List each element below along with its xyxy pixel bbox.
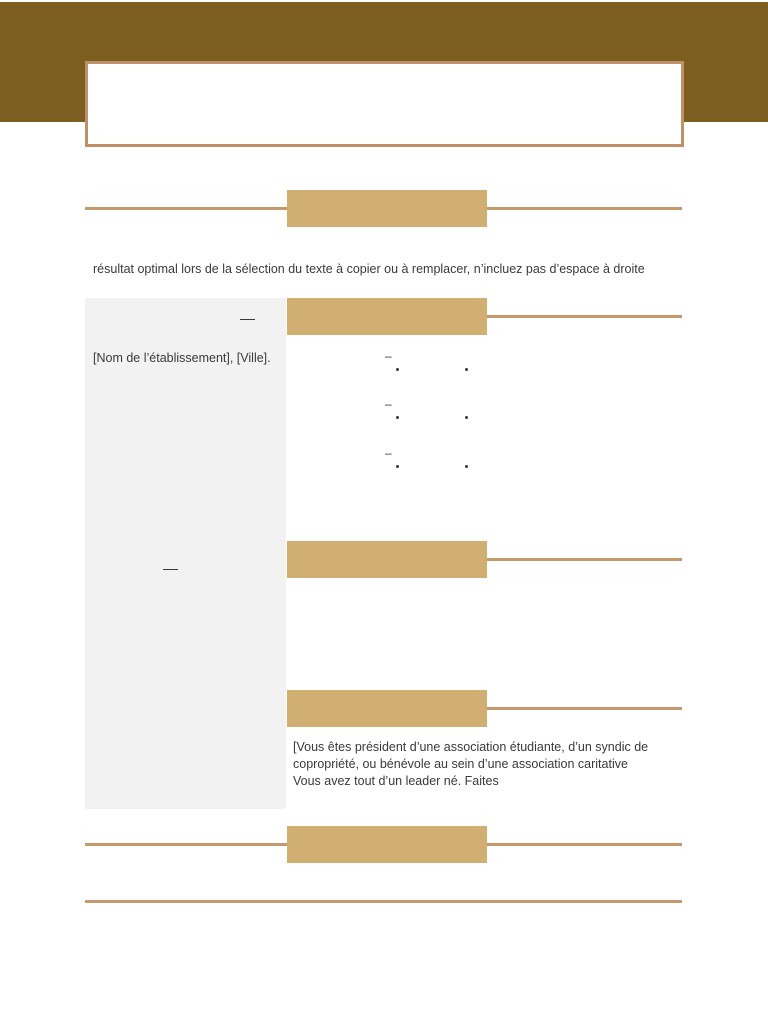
leadership-line-1: [Vous êtes président d’une association étudiante, d’un syndic de (293, 740, 649, 754)
sidebar-underline (240, 319, 255, 320)
intro-text: résultat optimal lors de la sélection du texte à copier ou à remplacer, n’incluez pas d’espace à droite (93, 262, 645, 276)
experience-bullet (396, 416, 399, 419)
experience-dash-2: – (385, 397, 392, 411)
sidebar-panel (85, 298, 286, 809)
sidebar-underline-2 (163, 569, 178, 570)
experience-bullet (465, 416, 468, 419)
experience-bullet (396, 368, 399, 371)
experience-heading-tab (287, 298, 487, 335)
skills-rule (487, 558, 682, 561)
bottom-rule (85, 900, 682, 903)
leadership-rule (487, 707, 682, 710)
name-box[interactable] (85, 61, 684, 147)
section-rule-right (487, 207, 682, 210)
references-rule-left (85, 843, 287, 846)
skills-heading-tab (287, 541, 487, 578)
experience-bullet (465, 368, 468, 371)
experience-dash-3: – (385, 446, 392, 460)
section-heading-tab (287, 190, 487, 227)
experience-bullet (396, 465, 399, 468)
school-text: [Nom de l’établissement], [Ville]. (93, 351, 271, 365)
experience-dash-1: – (385, 349, 392, 363)
experience-rule (487, 315, 682, 318)
references-heading-tab (287, 826, 487, 863)
leadership-heading-tab (287, 690, 487, 727)
section-rule-left (85, 207, 287, 210)
leadership-line-2: copropriété, ou bénévole au sein d’une association caritative (293, 757, 628, 771)
experience-bullet (465, 465, 468, 468)
leadership-line-3: Vous avez tout d’un leader né. Faites (293, 774, 499, 788)
references-rule-right (487, 843, 682, 846)
